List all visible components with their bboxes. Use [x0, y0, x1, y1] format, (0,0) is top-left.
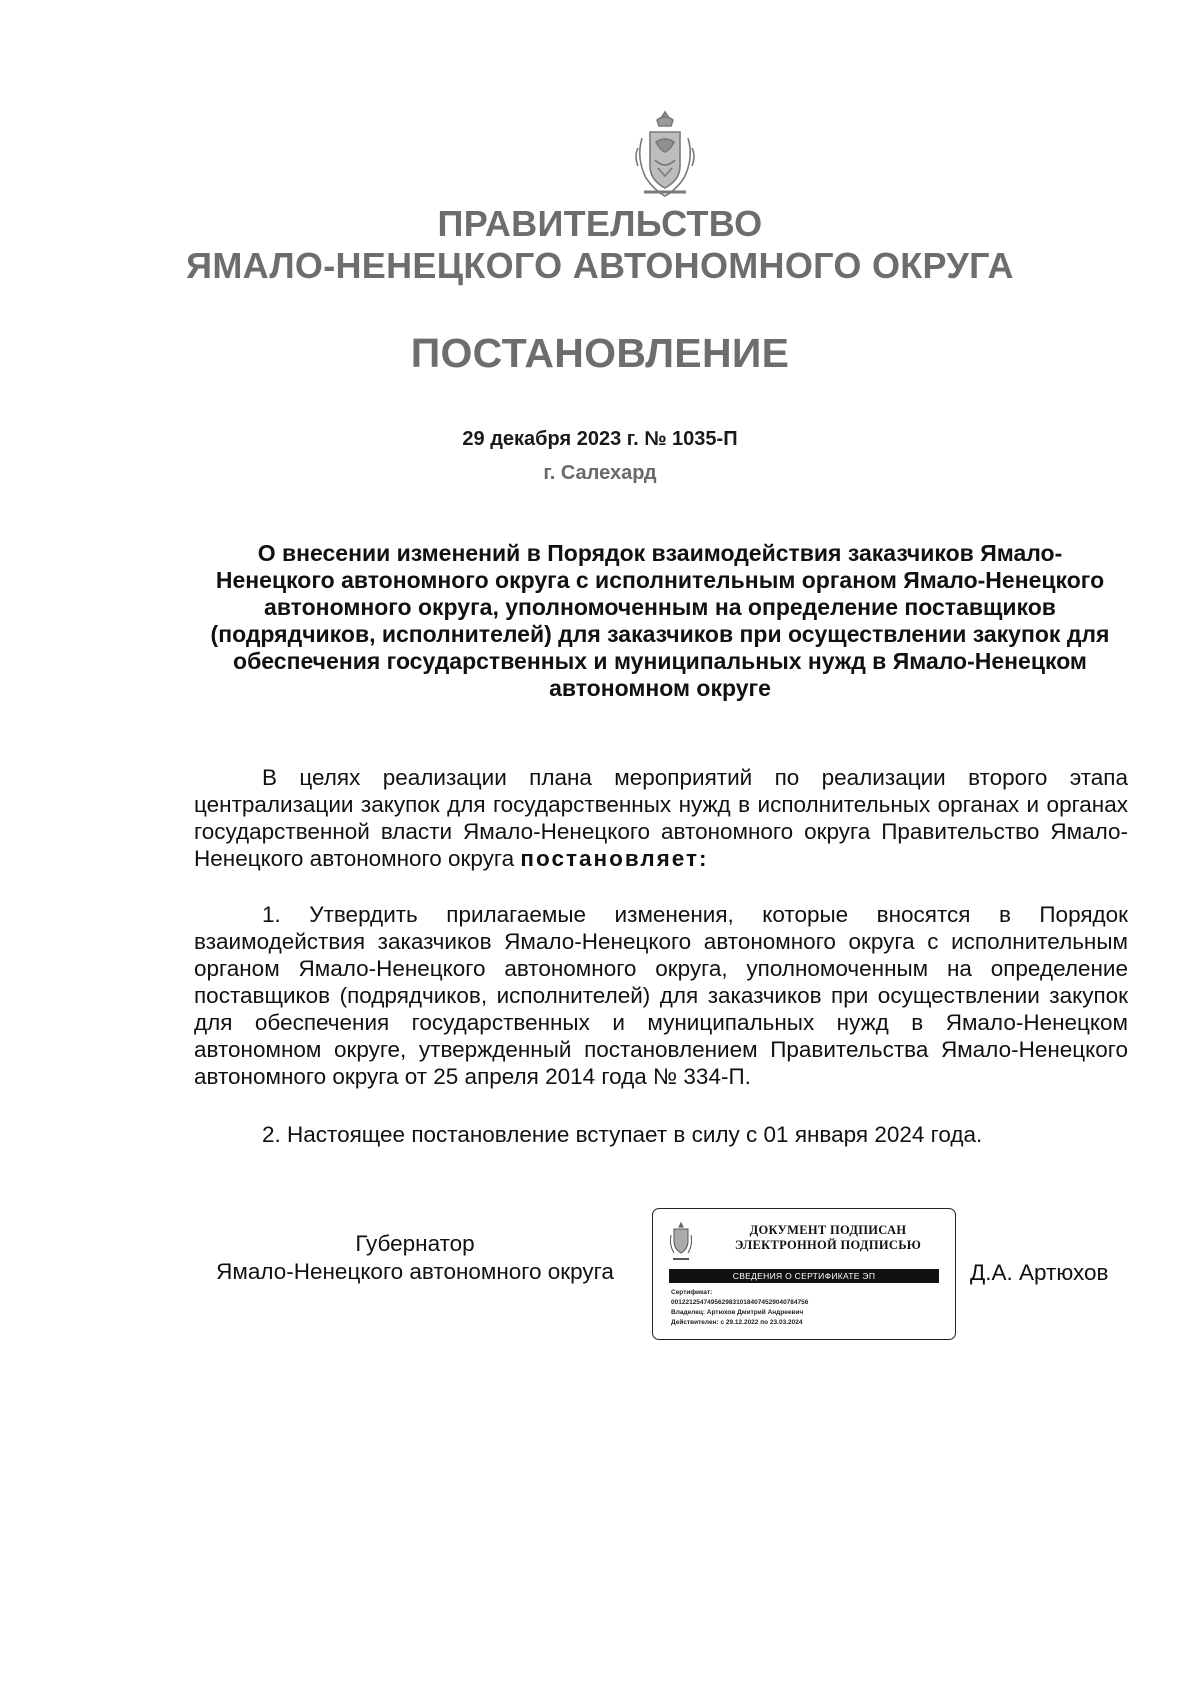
preamble-text: В целях реализации плана мероприятий по реализации второго этапа централизации закупок для государственных нужд в исполнительных органах и органах государственной власти Ямало-Ненецкого автономного округа Правительство Ямало-Ненецкого автономного округа [194, 765, 1128, 871]
document-subject: О внесении изменений в Порядок взаимодействия заказчиков Ямало-Ненецкого автономного округа с исполнительным органом Ямало-Ненецкого автономного округа, уполномоченным на определение поставщиков (подрядчиков, исполнителей) для заказчиков при осуществлении закупок для обеспечения государственных и муниципальных нужд в Ямало-Ненецком автономном округе [210, 540, 1110, 701]
electronic-signature-stamp [652, 1208, 956, 1340]
document-type-heading: ПОСТАНОВЛЕНИЕ [410, 330, 790, 376]
resolution-item-1: 1. Утвердить прилагаемые изменения, которые вносятся в Порядок взаимодействия заказчиков Ямало-Ненецкого автономного округа с исполнительным органом Ямало-Ненецкого автономного округа, уполномоченным на определение поставщиков (подрядчиков, исполнителей) для заказчиков при осуществлении закупок для обеспечения государственных и муниципальных нужд в Ямало-Ненецком автономном округе, утвержденный постановлением Правительства Ямало-Ненецкого автономного округа от 25 апреля 2014 года № 334-П. [194, 902, 1128, 1089]
stamp-heading-line1: ДОКУМЕНТ ПОДПИСАН [749, 1223, 907, 1237]
signatory-position [180, 1230, 650, 1286]
government-title-line1: ПРАВИТЕЛЬСТВО [437, 203, 763, 244]
stamp-certificate-bar: СВЕДЕНИЯ О СЕРТИФИКАТЕ ЭП [669, 1269, 939, 1283]
stamp-certificate-number: 00122125474956298310184074529040784756 [671, 1299, 809, 1306]
document-city: г. Салехард [543, 462, 657, 484]
stamp-emblem-icon [667, 1221, 695, 1263]
document-date-number: 29 декабря 2023 г. № 1035-П [462, 428, 738, 450]
resolution-item-2: 2. Настоящее постановление вступает в силу с 01 января 2024 года. [262, 1122, 983, 1147]
stamp-certificate-details [671, 1288, 946, 1328]
government-title-line2: ЯМАЛО-НЕНЕЦКОГО АВТОНОМНОГО ОКРУГА [186, 245, 1014, 286]
stamp-validity: Действителен: с 29.12.2022 по 23.03.2024 [671, 1319, 803, 1326]
stamp-certificate-label: Сертификат: [671, 1289, 713, 1296]
stamp-heading-line2: ЭЛЕКТРОННОЙ ПОДПИСЬЮ [734, 1238, 922, 1252]
preamble-paragraph [194, 764, 1128, 872]
signatory-position-line1: Губернатор [355, 1231, 475, 1256]
preamble-verb: постановляет: [520, 846, 709, 871]
signatory-position-line2: Ямало-Ненецкого автономного округа [216, 1259, 614, 1284]
signatory-name: Д.А. Артюхов [970, 1260, 1109, 1285]
stamp-heading [723, 1223, 933, 1253]
coat-of-arms-emblem [630, 108, 700, 200]
stamp-owner: Владелец: Артюхов Дмитрий Андреевич [671, 1309, 804, 1316]
